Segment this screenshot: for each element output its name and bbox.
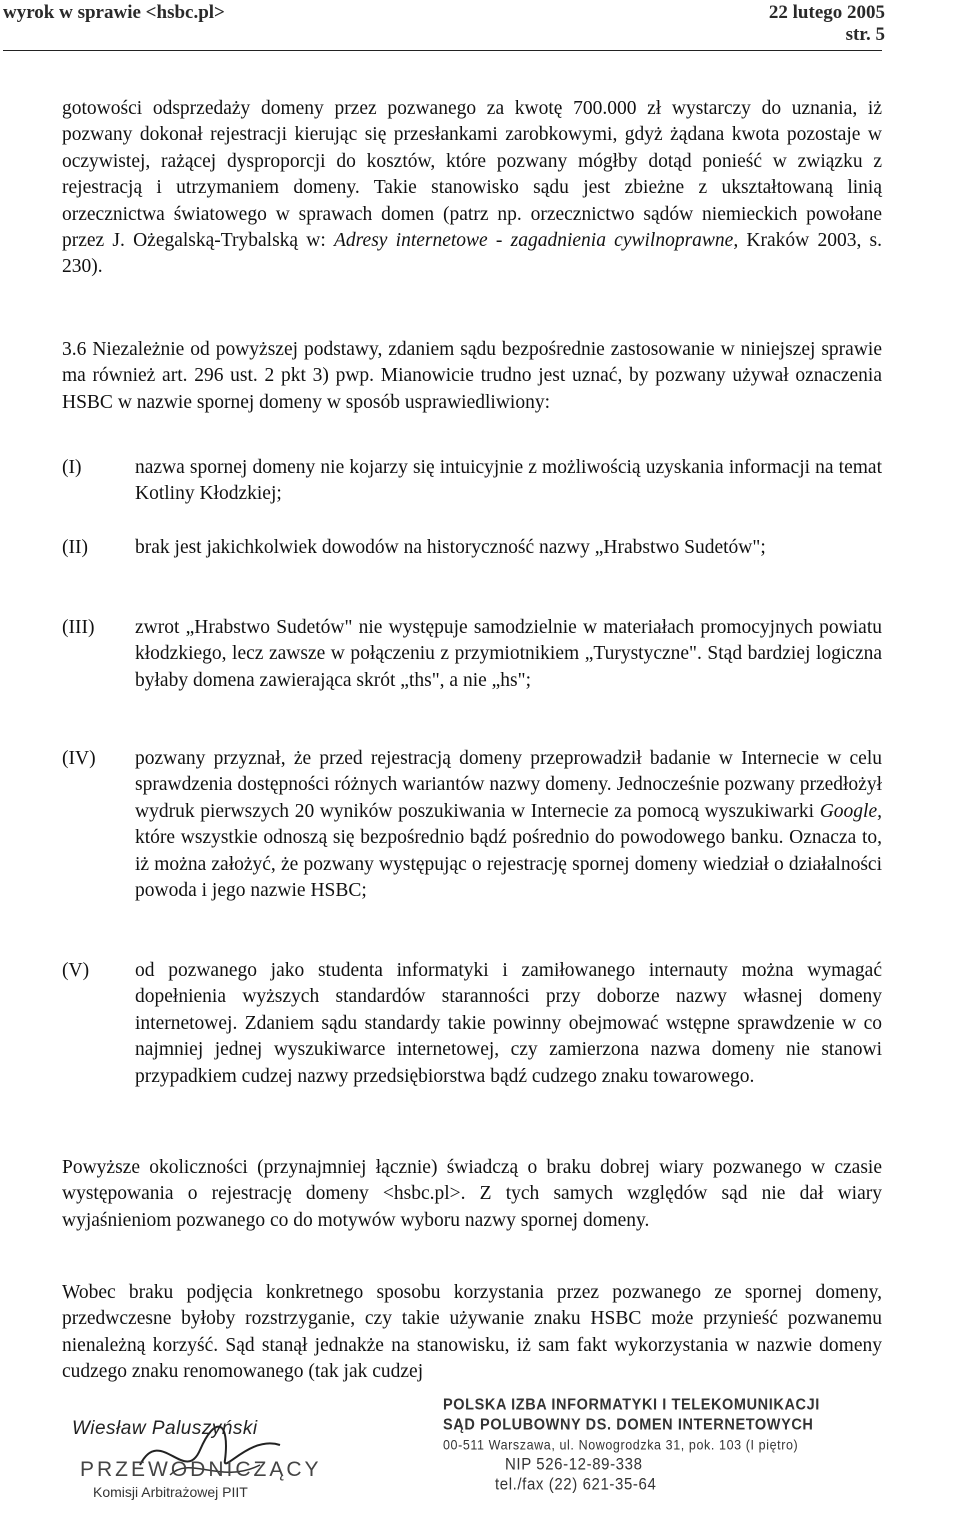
header-page-number: str. 5 [845, 24, 885, 45]
list-item-number: (III) [62, 617, 95, 638]
stamp-phone: tel./fax (22) 621-35-64 [495, 1475, 657, 1494]
list-item-number: (II) [62, 537, 88, 558]
list-item-text-part: które wszystkie odnoszą się bezpośrednio bądź pośrednio do powodowego banku. Oznacza to, iż można założyć, że pozwany występując o rejestrację spornej domeny wiedział o działalności powoda i jego nazwie HSBC; [135, 827, 882, 902]
header-rule [3, 50, 882, 51]
signatory-title: PRZEWODNICZĄCY [80, 1458, 322, 1481]
signatory-organization: Komisji Arbitrażowej PIIT [93, 1484, 248, 1500]
header-date: 22 lutego 2005 [768, 2, 885, 23]
search-engine-name: Google, [819, 800, 882, 822]
list-item [62, 746, 882, 904]
signature-block [0, 1385, 960, 1523]
list-item-text: od pozwanego jako studenta informatyki i zamiłowanego internauty można wymagać dopełnienia wyższych standardów staranności przy doborze nazwy własnej domeny internetowej. Zdaniem sądu standardy takie powinny obejmować wstępne sprawdzenie w co najmniej jednej wyszukiwarce internetowej, czy zamierzona nazwa domeny nie stanowi przypadkiem cudzej nazwy przedsiębiorstwa bądź cudzego znaku towarowego. [135, 960, 882, 1087]
citation-title: Adresy internetowe - zagadnienia cywilnoprawne, [334, 230, 739, 252]
paragraph-1 [62, 96, 882, 281]
list-item [62, 535, 882, 561]
signatory-name: Wiesław Paluszyński [72, 1418, 258, 1439]
stamp-nip: NIP 526-12-89-338 [505, 1455, 643, 1474]
list-item-text: nazwa spornej domeny nie kojarzy się intuicyjnie z możliwością uzyskania informacji na temat Kotliny Kłodzkiej; [135, 457, 882, 505]
paragraph-1-text: gotowości odsprzedaży domeny przez pozwanego za kwotę 700.000 zł wystarczy do uznania, iż pozwany dokonał rejestracji kierując się przesłankami zarobkowymi, gdyż żądana kwota pozostaje w oczywistej, rażącej dysproporcji do kosztów, które pozwany mógłby dotąd ponieść w związku z rejestracją i utrzymaniem domeny. Takie stanowisko sądu jest zbieżne z ukształtowaną linią orzecznictwa światowego w sprawach domen (patrz np. orzecznictwo sądów niemieckich powołane przez J. Ożegalską-Trybalską w: [62, 98, 882, 252]
list-item-number: (IV) [62, 748, 96, 769]
court-stamp [443, 1395, 820, 1495]
list-item-text [135, 746, 882, 904]
paragraph-conclusion: Wobec braku podjęcia konkretnego sposobu korzystania przez pozwanego ze spornej domeny, przedwczesne byłoby rozstrzyganie, czy takie używanie znaku HSBC może przynieść pozwanemu nienależną korzyść. Sąd stanął jednakże na stanowisku, iż sam fakt wykorzystania w nazwie domeny cudzego znaku renomowanego (tak jak cudzej [62, 1282, 882, 1383]
list-item-text-part: pozwany przyznał, że przed rejestracją domeny przeprowadził badanie w Internecie w celu sprawdzenia dostępności różnych wariantów nazwy domeny. Jednocześnie pozwany przedłożył wydruk pierwszych 20 wyników poszukiwania w Internecie za pomocą wyszukiwarki [135, 748, 882, 822]
list-item-text: brak jest jakichkolwiek dowodów na historyczność nazwy „Hrabstwo Sudetów"; [135, 537, 766, 558]
stamp-line: POLSKA IZBA INFORMATYKI I TELEKOMUNIKACJI [443, 1396, 820, 1414]
header-doc-title: wyrok w sprawie <hsbc.pl> [3, 2, 225, 23]
list-item-number: (I) [62, 457, 82, 478]
list-item [62, 958, 882, 1090]
paragraph-3-6: 3.6 Niezależnie od powyższej podstawy, zdaniem sądu bezpośrednie zastosowanie w niniejszej sprawie ma również art. 296 ust. 2 pkt 3) pwp. Mianowicie trudno jest uznać, by pozwany używał oznaczenia HSBC w nazwie spornej domeny w sposób usprawiedliwiony: [62, 339, 882, 413]
list-item-number: (V) [62, 960, 90, 981]
list-item [62, 615, 882, 694]
paragraph-1-tail: Kraków 2003, s. 230). [62, 230, 882, 278]
paragraph-bad-faith: Powyższe okoliczności (przynajmniej łącznie) świadczą o braku dobrej wiary pozwanego w czasie występowania o rejestrację domeny <hsbc.pl>. Z tych samych względów sąd nie dał wiary wyjaśnieniom pozwanego co do motywów wyboru nazwy spornej domeny. [62, 1157, 882, 1231]
stamp-address: 00-511 Warszawa, ul. Nowogrodzka 31, pok. 103 (I piętro) [443, 1437, 799, 1453]
list-item-text: zwrot „Hrabstwo Sudetów" nie występuje samodzielnie w materiałach promocyjnych powiatu kłodzkiego, lecz zawsze w połączeniu z przymiotnikiem „Turystyczne". Stąd bardziej logiczna byłaby domena zawierająca skrót „ths", a nie „hs"; [135, 617, 882, 691]
stamp-line: SĄD POLUBOWNY DS. DOMEN INTERNETOWYCH [443, 1416, 814, 1434]
list-item [62, 455, 882, 508]
